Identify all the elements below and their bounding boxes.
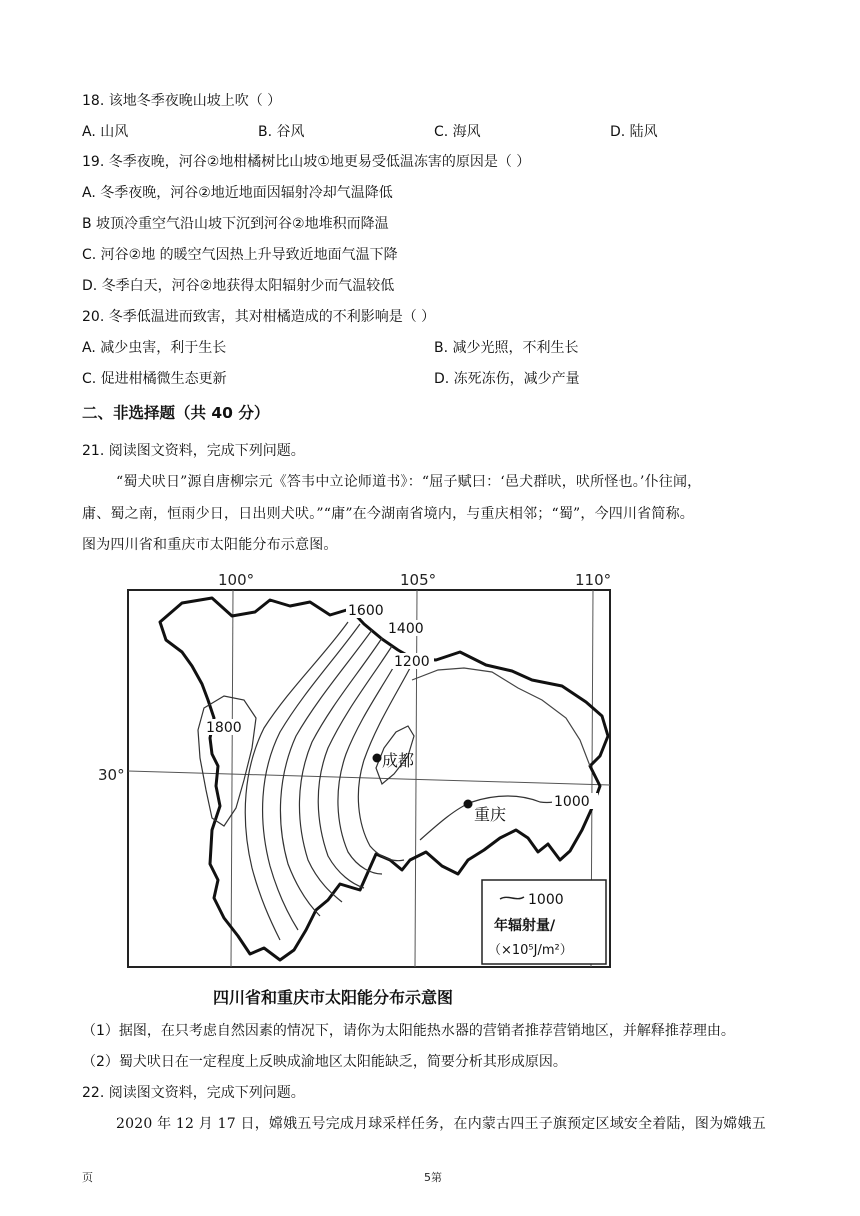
q21-subquestion-1: （1）据图，在只考虑自然因素的情况下，请你为太阳能热水器的营销者推荐营销地区，并解释推荐理由。 (82, 1023, 735, 1039)
q19-stem: 19. 冬季夜晚，河谷②地柑橘树比山坡①地更易受低温冻害的原因是（ ） (82, 154, 531, 170)
lon-label-110: 110° (575, 571, 612, 589)
q19-option-c: C. 河谷②地 的暖空气因热上升导致近地面气温下降 (82, 247, 398, 263)
contour-label-1200: 1200 (394, 654, 430, 670)
q21-subquestion-2: （2）蜀犬吠日在一定程度上反映成渝地区太阳能缺乏，简要分析其形成原因。 (82, 1054, 567, 1070)
legend-value: 1000 (528, 892, 564, 908)
page-number: 5第 (424, 1171, 442, 1184)
q19-option-a: A. 冬季夜晚，河谷②地近地面因辐射冷却气温降低 (82, 185, 393, 201)
chongqing-label: 重庆 (474, 805, 507, 824)
q21-paragraph-line-1: “蜀犬吠日”源自唐柳宗元《答韦中立论师道书》：“屈子赋曰：‘邑犬群吠，吠所怪也。’仆往闻， (116, 474, 702, 490)
q19-option-b: B 坡顶冷重空气沿山坡下沉到河谷②地堆积而降温 (82, 216, 389, 232)
q22-paragraph: 2020 年 12 月 17 日，嫦娥五号完成月球采样任务，在内蒙古四王子旗预定区域安全着陆，图为嫦娥五 (116, 1116, 766, 1132)
q21-stem: 21. 阅读图文资料，完成下列问题。 (82, 443, 305, 459)
map-legend (482, 880, 606, 964)
q18-option-a: A. 山风 (82, 124, 129, 140)
section-heading: 二、非选择题（共 40 分） (82, 404, 270, 422)
lon-label-105: 105° (400, 571, 437, 589)
contour-label-1000: 1000 (554, 794, 590, 810)
contour-label-1800: 1800 (206, 720, 242, 736)
q20-option-c: C. 促进柑橘微生态更新 (82, 371, 227, 387)
contour-label-1600: 1600 (348, 603, 384, 619)
lat-label-30: 30° (98, 766, 125, 784)
footer-left: 页 (82, 1171, 93, 1184)
q21-paragraph-line-3: 图为四川省和重庆市太阳能分布示意图。 (82, 537, 338, 553)
chongqing-marker (464, 800, 473, 809)
q21-paragraph-line-2: 庸、蜀之南，恒雨少日，日出则犬吠。”“庸”在今湖南省境内，与重庆相邻；“蜀”，今四川省简称。 (82, 506, 694, 522)
chengdu-marker (373, 754, 382, 763)
solar-radiation-map (98, 568, 620, 1013)
q20-stem: 20. 冬季低温进而致害，其对柑橘造成的不利影响是（ ） (82, 309, 436, 325)
lon-label-100: 100° (218, 571, 255, 589)
q18-stem: 18. 该地冬季夜晚山坡上吹（ ） (82, 93, 282, 109)
q18-option-c: C. 海风 (434, 124, 481, 140)
contour-label-1400: 1400 (388, 621, 424, 637)
q18-option-b: B. 谷风 (258, 124, 305, 140)
chengdu-label: 成都 (382, 751, 415, 770)
q18-option-d: D. 陆风 (610, 124, 658, 140)
q20-option-a: A. 减少虫害，利于生长 (82, 340, 227, 356)
q20-option-b: B. 减少光照，不利生长 (434, 340, 579, 356)
map-caption: 四川省和重庆市太阳能分布示意图 (213, 988, 454, 1007)
q19-option-d: D. 冬季白天，河谷②地获得太阳辐射少而气温较低 (82, 278, 395, 294)
legend-title: 年辐射量/ (494, 918, 556, 934)
q22-stem: 22. 阅读图文资料，完成下列问题。 (82, 1085, 305, 1101)
legend-unit: （×10⁵J/m²） (488, 943, 573, 958)
q20-option-d: D. 冻死冻伤，减少产量 (434, 371, 580, 387)
